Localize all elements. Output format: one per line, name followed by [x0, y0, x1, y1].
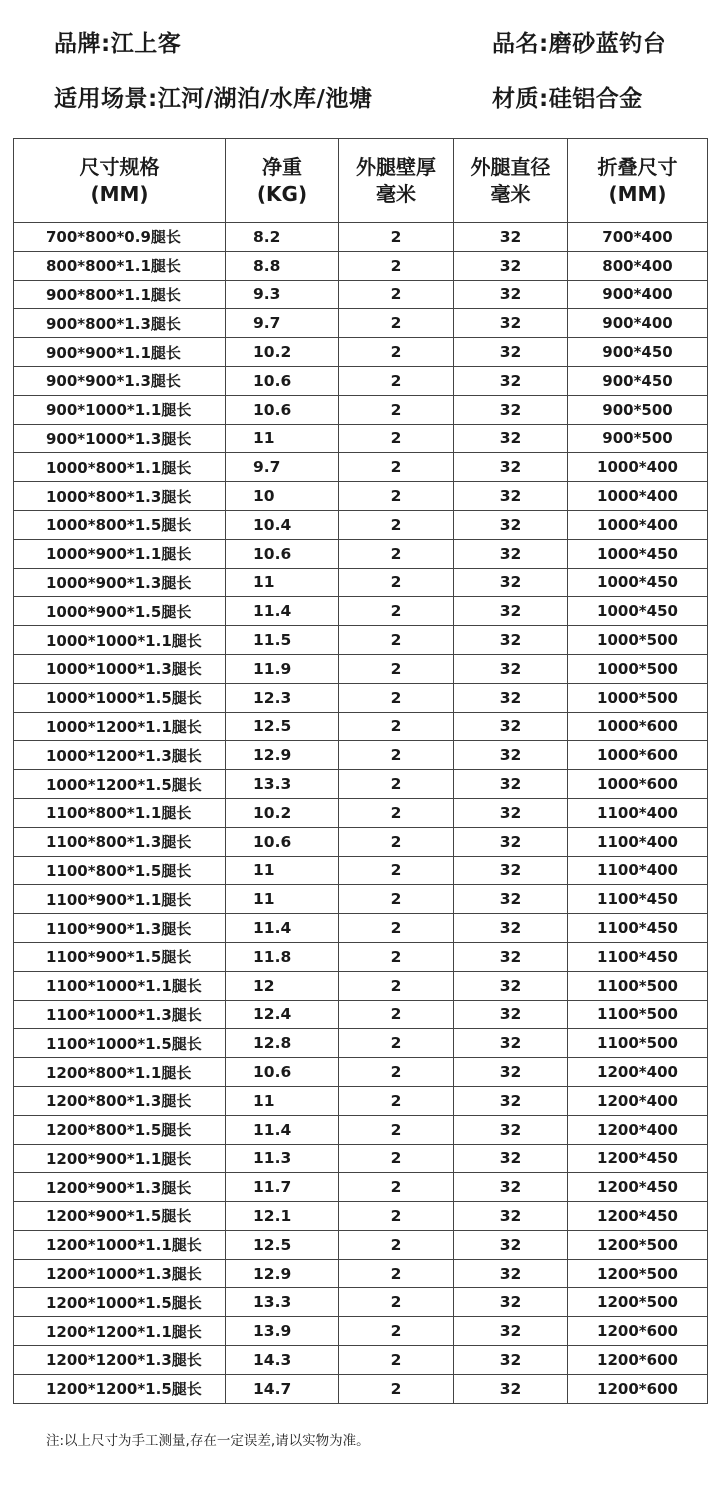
- cell-wall-thickness: 2: [339, 366, 454, 395]
- cell-leg-diameter: 32: [454, 280, 568, 309]
- cell-folded-size: 1200*600: [568, 1317, 708, 1346]
- cell-size: 1200*800*1.5腿长: [14, 1115, 226, 1144]
- cell-leg-diameter: 32: [454, 1144, 568, 1173]
- cell-folded-size: 900*450: [568, 366, 708, 395]
- cell-leg-diameter: 32: [454, 597, 568, 626]
- cell-wall-thickness: 2: [339, 741, 454, 770]
- cell-size: 1000*1000*1.1腿长: [14, 626, 226, 655]
- cell-size: 1200*900*1.3腿长: [14, 1173, 226, 1202]
- table-row: [14, 885, 708, 914]
- col-header-folded-size: [568, 139, 708, 223]
- table-row: [14, 568, 708, 597]
- cell-weight: 10.6: [226, 539, 339, 568]
- cell-size: 1000*1000*1.3腿长: [14, 654, 226, 683]
- cell-wall-thickness: 2: [339, 1374, 454, 1403]
- table-row: [14, 1144, 708, 1173]
- table-row: [14, 798, 708, 827]
- cell-size: 1100*900*1.1腿长: [14, 885, 226, 914]
- table-row: [14, 741, 708, 770]
- cell-wall-thickness: 2: [339, 856, 454, 885]
- cell-weight: 12.9: [226, 1259, 339, 1288]
- cell-size: 1000*1200*1.5腿长: [14, 770, 226, 799]
- table-row: [14, 1086, 708, 1115]
- cell-weight: 11: [226, 1086, 339, 1115]
- cell-weight: 10.2: [226, 338, 339, 367]
- cell-folded-size: 1100*400: [568, 798, 708, 827]
- cell-folded-size: 1200*500: [568, 1230, 708, 1259]
- cell-folded-size: 1100*500: [568, 1000, 708, 1029]
- table-row: [14, 482, 708, 511]
- cell-size: 1000*800*1.3腿长: [14, 482, 226, 511]
- table-body: [14, 223, 708, 1404]
- cell-weight: 11.3: [226, 1144, 339, 1173]
- cell-size: 1200*1000*1.5腿长: [14, 1288, 226, 1317]
- cell-size: 900*1000*1.3腿长: [14, 424, 226, 453]
- cell-size: 1000*1000*1.5腿长: [14, 683, 226, 712]
- footer-note: 注:以上尺寸为手工测量,存在一定误差,请以实物为准。: [46, 1433, 370, 1449]
- cell-weight: 11.9: [226, 654, 339, 683]
- table-row: [14, 654, 708, 683]
- cell-size: 900*1000*1.1腿长: [14, 395, 226, 424]
- cell-wall-thickness: 2: [339, 280, 454, 309]
- cell-size: 1200*1000*1.1腿长: [14, 1230, 226, 1259]
- cell-folded-size: 900*500: [568, 395, 708, 424]
- cell-weight: 11.4: [226, 597, 339, 626]
- cell-wall-thickness: 2: [339, 914, 454, 943]
- cell-wall-thickness: 2: [339, 510, 454, 539]
- cell-weight: 12.8: [226, 1029, 339, 1058]
- cell-leg-diameter: 32: [454, 1202, 568, 1231]
- cell-folded-size: 1000*500: [568, 683, 708, 712]
- table-row: [14, 395, 708, 424]
- table-row: [14, 683, 708, 712]
- table-row: [14, 1173, 708, 1202]
- cell-wall-thickness: 2: [339, 251, 454, 280]
- cell-wall-thickness: 2: [339, 1058, 454, 1087]
- table-row: [14, 338, 708, 367]
- cell-leg-diameter: 32: [454, 798, 568, 827]
- cell-weight: 13.9: [226, 1317, 339, 1346]
- cell-leg-diameter: 32: [454, 482, 568, 511]
- cell-leg-diameter: 32: [454, 741, 568, 770]
- cell-leg-diameter: 32: [454, 971, 568, 1000]
- cell-folded-size: 1000*450: [568, 568, 708, 597]
- cell-wall-thickness: 2: [339, 539, 454, 568]
- cell-leg-diameter: 32: [454, 1173, 568, 1202]
- table-row: [14, 223, 708, 252]
- table-row: [14, 971, 708, 1000]
- cell-weight: 9.3: [226, 280, 339, 309]
- cell-leg-diameter: 32: [454, 770, 568, 799]
- cell-weight: 11.4: [226, 914, 339, 943]
- cell-size: 1000*1200*1.1腿长: [14, 712, 226, 741]
- table-row: [14, 1346, 708, 1375]
- cell-folded-size: 1200*400: [568, 1086, 708, 1115]
- table-row: [14, 1288, 708, 1317]
- cell-wall-thickness: 2: [339, 1259, 454, 1288]
- cell-folded-size: 900*400: [568, 280, 708, 309]
- cell-weight: 12: [226, 971, 339, 1000]
- cell-weight: 14.3: [226, 1346, 339, 1375]
- cell-leg-diameter: 32: [454, 942, 568, 971]
- col-header-line2: 毫米: [490, 181, 531, 206]
- table-row: [14, 1317, 708, 1346]
- cell-wall-thickness: 2: [339, 1346, 454, 1375]
- col-header-line1: 净重: [262, 154, 302, 179]
- usage-scene-label: 适用场景:江河/湖泊/水库/池塘: [54, 86, 373, 112]
- cell-leg-diameter: 32: [454, 1288, 568, 1317]
- cell-weight: 12.5: [226, 1230, 339, 1259]
- cell-wall-thickness: 2: [339, 770, 454, 799]
- cell-folded-size: 1100*400: [568, 827, 708, 856]
- cell-leg-diameter: 32: [454, 1230, 568, 1259]
- cell-weight: 11: [226, 885, 339, 914]
- col-header-line1: 外腿壁厚: [356, 154, 436, 179]
- cell-wall-thickness: 2: [339, 827, 454, 856]
- cell-size: 1000*900*1.5腿长: [14, 597, 226, 626]
- cell-size: 1000*800*1.1腿长: [14, 453, 226, 482]
- cell-leg-diameter: 32: [454, 654, 568, 683]
- cell-wall-thickness: 2: [339, 942, 454, 971]
- cell-size: 700*800*0.9腿长: [14, 223, 226, 252]
- cell-folded-size: 1200*450: [568, 1173, 708, 1202]
- cell-folded-size: 1200*600: [568, 1346, 708, 1375]
- cell-weight: 10.6: [226, 1058, 339, 1087]
- table-header-row: [14, 139, 708, 223]
- cell-wall-thickness: 2: [339, 568, 454, 597]
- cell-weight: 10.4: [226, 510, 339, 539]
- cell-weight: 12.3: [226, 683, 339, 712]
- cell-wall-thickness: 2: [339, 885, 454, 914]
- cell-wall-thickness: 2: [339, 1144, 454, 1173]
- cell-folded-size: 1000*600: [568, 741, 708, 770]
- cell-wall-thickness: 2: [339, 1202, 454, 1231]
- cell-folded-size: 1200*500: [568, 1288, 708, 1317]
- table-row: [14, 1000, 708, 1029]
- table-row: [14, 366, 708, 395]
- cell-folded-size: 900*400: [568, 309, 708, 338]
- table-row: [14, 309, 708, 338]
- cell-leg-diameter: 32: [454, 683, 568, 712]
- table-row: [14, 770, 708, 799]
- cell-folded-size: 1200*450: [568, 1202, 708, 1231]
- cell-folded-size: 1000*400: [568, 482, 708, 511]
- cell-weight: 9.7: [226, 309, 339, 338]
- cell-weight: 13.3: [226, 770, 339, 799]
- cell-folded-size: 1100*450: [568, 942, 708, 971]
- col-header-line2: (MM): [90, 181, 149, 206]
- col-header-weight: [226, 139, 339, 223]
- cell-leg-diameter: 32: [454, 424, 568, 453]
- cell-folded-size: 1100*500: [568, 1029, 708, 1058]
- cell-size: 1200*1200*1.5腿长: [14, 1374, 226, 1403]
- col-header-line1: 外腿直径: [470, 154, 551, 179]
- cell-weight: 10.2: [226, 798, 339, 827]
- cell-leg-diameter: 32: [454, 251, 568, 280]
- cell-folded-size: 1100*450: [568, 885, 708, 914]
- product-name-label: 品名:磨砂蓝钓台: [492, 31, 667, 57]
- cell-wall-thickness: 2: [339, 1115, 454, 1144]
- cell-size: 1200*1000*1.3腿长: [14, 1259, 226, 1288]
- cell-size: 1100*1000*1.1腿长: [14, 971, 226, 1000]
- cell-leg-diameter: 32: [454, 453, 568, 482]
- cell-weight: 10.6: [226, 366, 339, 395]
- cell-leg-diameter: 32: [454, 309, 568, 338]
- cell-wall-thickness: 2: [339, 1230, 454, 1259]
- cell-weight: 11: [226, 568, 339, 597]
- cell-size: 900*900*1.1腿长: [14, 338, 226, 367]
- cell-wall-thickness: 2: [339, 1288, 454, 1317]
- cell-folded-size: 1200*500: [568, 1259, 708, 1288]
- table-row: [14, 251, 708, 280]
- cell-size: 1200*800*1.3腿长: [14, 1086, 226, 1115]
- cell-weight: 12.5: [226, 712, 339, 741]
- cell-wall-thickness: 2: [339, 1029, 454, 1058]
- col-header-line2: (MM): [608, 181, 667, 206]
- table-row: [14, 1259, 708, 1288]
- table-row: [14, 1374, 708, 1403]
- cell-folded-size: 1000*400: [568, 510, 708, 539]
- cell-wall-thickness: 2: [339, 712, 454, 741]
- table-row: [14, 510, 708, 539]
- cell-weight: 11.8: [226, 942, 339, 971]
- col-header-line1: 折叠尺寸: [597, 154, 678, 179]
- table-row: [14, 1058, 708, 1087]
- cell-leg-diameter: 32: [454, 1317, 568, 1346]
- cell-leg-diameter: 32: [454, 827, 568, 856]
- cell-leg-diameter: 32: [454, 539, 568, 568]
- cell-size: 900*900*1.3腿长: [14, 366, 226, 395]
- cell-wall-thickness: 2: [339, 683, 454, 712]
- cell-folded-size: 800*400: [568, 251, 708, 280]
- col-header-leg-diameter: [454, 139, 568, 223]
- brand-label: 品牌:江上客: [54, 31, 182, 57]
- cell-weight: 11.5: [226, 626, 339, 655]
- table-row: [14, 626, 708, 655]
- cell-leg-diameter: 32: [454, 1115, 568, 1144]
- cell-size: 1100*900*1.3腿长: [14, 914, 226, 943]
- cell-wall-thickness: 2: [339, 1086, 454, 1115]
- table-row: [14, 856, 708, 885]
- cell-size: 1100*1000*1.3腿长: [14, 1000, 226, 1029]
- cell-leg-diameter: 32: [454, 568, 568, 597]
- cell-folded-size: 1100*400: [568, 856, 708, 885]
- cell-folded-size: 1000*400: [568, 453, 708, 482]
- cell-folded-size: 1100*450: [568, 914, 708, 943]
- cell-size: 900*800*1.1腿长: [14, 280, 226, 309]
- table-row: [14, 424, 708, 453]
- table-row: [14, 1115, 708, 1144]
- cell-size: 1000*900*1.3腿长: [14, 568, 226, 597]
- table-row: [14, 942, 708, 971]
- cell-wall-thickness: 2: [339, 482, 454, 511]
- cell-size: 1100*1000*1.5腿长: [14, 1029, 226, 1058]
- cell-folded-size: 1100*500: [568, 971, 708, 1000]
- cell-folded-size: 1000*500: [568, 626, 708, 655]
- cell-leg-diameter: 32: [454, 885, 568, 914]
- table-row: [14, 914, 708, 943]
- col-header-line1: 尺寸规格: [79, 154, 160, 179]
- cell-size: 1000*1200*1.3腿长: [14, 741, 226, 770]
- cell-weight: 11: [226, 424, 339, 453]
- cell-leg-diameter: 32: [454, 1086, 568, 1115]
- cell-wall-thickness: 2: [339, 338, 454, 367]
- spec-table: [13, 138, 708, 1404]
- cell-leg-diameter: 32: [454, 712, 568, 741]
- cell-weight: 12.4: [226, 1000, 339, 1029]
- cell-size: 900*800*1.3腿长: [14, 309, 226, 338]
- table-row: [14, 280, 708, 309]
- cell-weight: 11: [226, 856, 339, 885]
- table-row: [14, 712, 708, 741]
- cell-leg-diameter: 32: [454, 395, 568, 424]
- cell-folded-size: 900*500: [568, 424, 708, 453]
- cell-size: 1000*900*1.1腿长: [14, 539, 226, 568]
- cell-wall-thickness: 2: [339, 626, 454, 655]
- cell-size: 1200*900*1.1腿长: [14, 1144, 226, 1173]
- cell-size: 1200*1200*1.1腿长: [14, 1317, 226, 1346]
- col-header-size: [14, 139, 226, 223]
- cell-wall-thickness: 2: [339, 654, 454, 683]
- table-row: [14, 597, 708, 626]
- cell-wall-thickness: 2: [339, 1000, 454, 1029]
- cell-weight: 10: [226, 482, 339, 511]
- cell-weight: 10.6: [226, 395, 339, 424]
- cell-wall-thickness: 2: [339, 1317, 454, 1346]
- col-header-wall-thickness: [339, 139, 454, 223]
- cell-leg-diameter: 32: [454, 223, 568, 252]
- table-row: [14, 539, 708, 568]
- cell-size: 800*800*1.1腿长: [14, 251, 226, 280]
- cell-weight: 13.3: [226, 1288, 339, 1317]
- cell-folded-size: 900*450: [568, 338, 708, 367]
- cell-folded-size: 1200*400: [568, 1115, 708, 1144]
- cell-leg-diameter: 32: [454, 366, 568, 395]
- cell-weight: 12.9: [226, 741, 339, 770]
- cell-folded-size: 1000*600: [568, 770, 708, 799]
- table-row: [14, 1029, 708, 1058]
- col-header-line2: 毫米: [376, 181, 416, 206]
- table-row: [14, 453, 708, 482]
- cell-size: 1000*800*1.5腿长: [14, 510, 226, 539]
- cell-wall-thickness: 2: [339, 971, 454, 1000]
- cell-folded-size: 1000*600: [568, 712, 708, 741]
- cell-wall-thickness: 2: [339, 798, 454, 827]
- col-header-line2: (KG): [256, 181, 308, 206]
- cell-weight: 10.6: [226, 827, 339, 856]
- cell-folded-size: 700*400: [568, 223, 708, 252]
- cell-leg-diameter: 32: [454, 1346, 568, 1375]
- cell-size: 1200*800*1.1腿长: [14, 1058, 226, 1087]
- cell-size: 1100*800*1.1腿长: [14, 798, 226, 827]
- cell-weight: 8.2: [226, 223, 339, 252]
- cell-leg-diameter: 32: [454, 1374, 568, 1403]
- table-row: [14, 827, 708, 856]
- cell-folded-size: 1000*450: [568, 539, 708, 568]
- cell-leg-diameter: 32: [454, 1058, 568, 1087]
- cell-weight: 14.7: [226, 1374, 339, 1403]
- cell-folded-size: 1200*600: [568, 1374, 708, 1403]
- cell-folded-size: 1200*400: [568, 1058, 708, 1087]
- cell-folded-size: 1200*450: [568, 1144, 708, 1173]
- cell-leg-diameter: 32: [454, 626, 568, 655]
- cell-leg-diameter: 32: [454, 1029, 568, 1058]
- cell-size: 1100*800*1.3腿长: [14, 827, 226, 856]
- cell-leg-diameter: 32: [454, 856, 568, 885]
- cell-size: 1200*900*1.5腿长: [14, 1202, 226, 1231]
- cell-wall-thickness: 2: [339, 424, 454, 453]
- cell-weight: 11.7: [226, 1173, 339, 1202]
- cell-wall-thickness: 2: [339, 395, 454, 424]
- cell-wall-thickness: 2: [339, 1173, 454, 1202]
- cell-folded-size: 1000*450: [568, 597, 708, 626]
- cell-weight: 12.1: [226, 1202, 339, 1231]
- cell-leg-diameter: 32: [454, 914, 568, 943]
- cell-weight: 11.4: [226, 1115, 339, 1144]
- cell-leg-diameter: 32: [454, 510, 568, 539]
- cell-leg-diameter: 32: [454, 1000, 568, 1029]
- cell-leg-diameter: 32: [454, 338, 568, 367]
- cell-wall-thickness: 2: [339, 223, 454, 252]
- cell-weight: 8.8: [226, 251, 339, 280]
- cell-folded-size: 1000*500: [568, 654, 708, 683]
- cell-weight: 9.7: [226, 453, 339, 482]
- cell-leg-diameter: 32: [454, 1259, 568, 1288]
- cell-wall-thickness: 2: [339, 309, 454, 338]
- cell-size: 1100*900*1.5腿长: [14, 942, 226, 971]
- cell-wall-thickness: 2: [339, 597, 454, 626]
- cell-size: 1100*800*1.5腿长: [14, 856, 226, 885]
- material-label: 材质:硅铝合金: [492, 86, 643, 112]
- table-row: [14, 1230, 708, 1259]
- table-row: [14, 1202, 708, 1231]
- cell-wall-thickness: 2: [339, 453, 454, 482]
- cell-size: 1200*1200*1.3腿长: [14, 1346, 226, 1375]
